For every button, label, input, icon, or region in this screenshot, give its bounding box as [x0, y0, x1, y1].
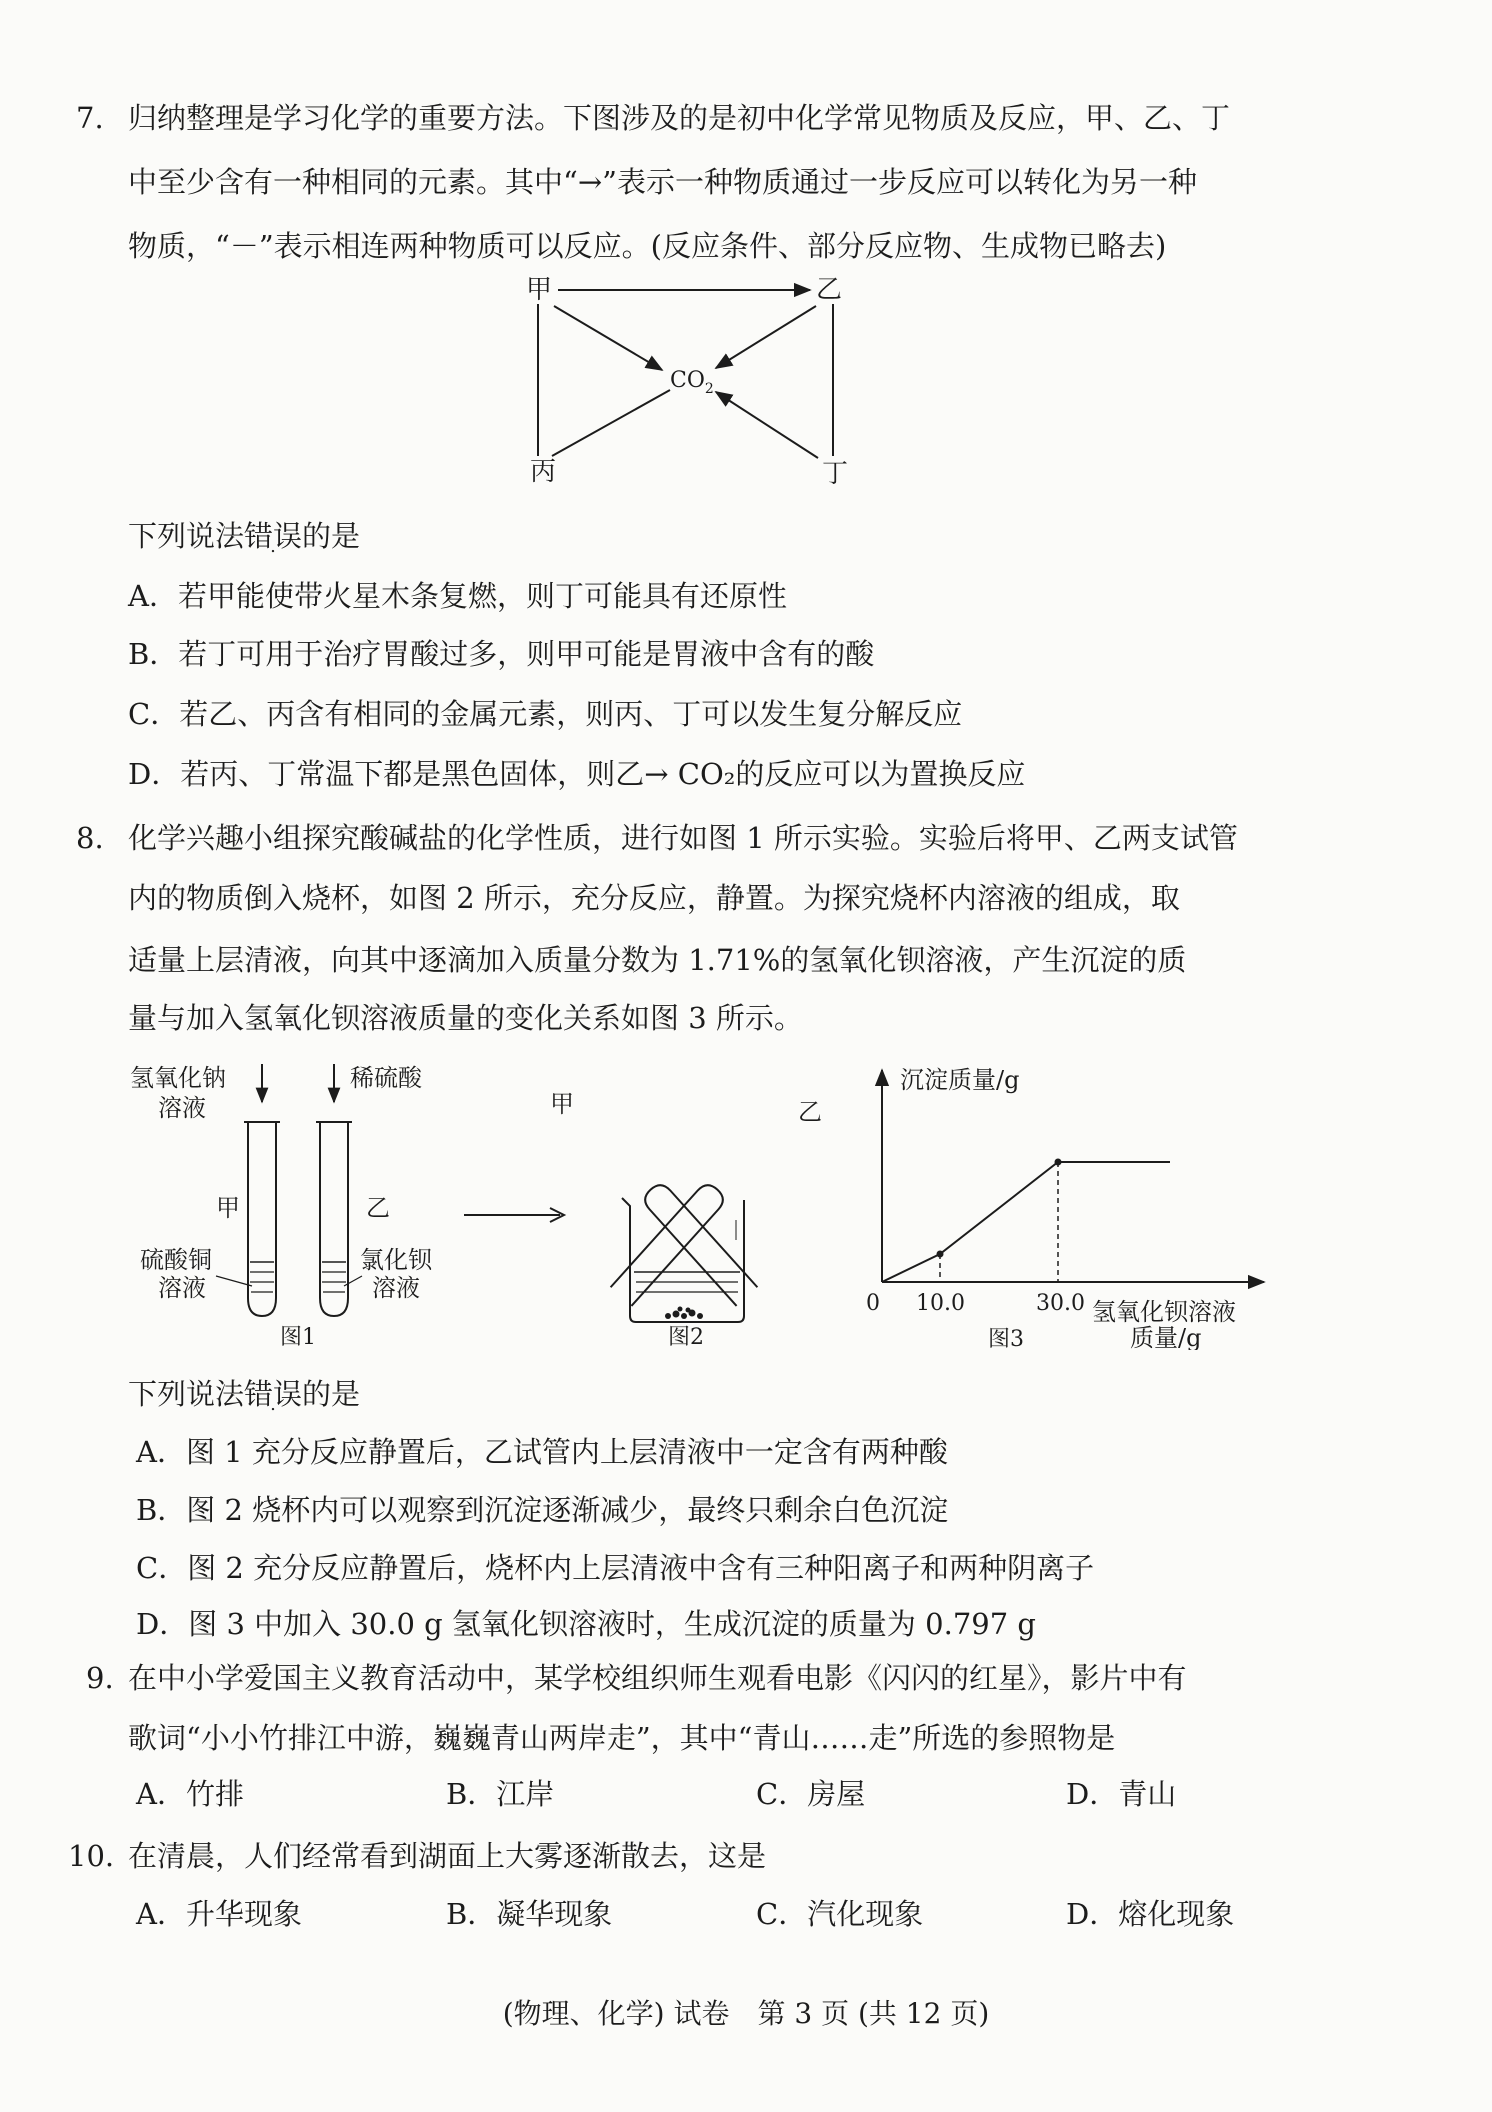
x-tick-10: 10.0 — [916, 1291, 965, 1316]
node-jia: 甲 — [526, 275, 553, 305]
label-bacl2: 氯化钡 — [360, 1246, 432, 1274]
question-prompt: 下列说法错误的是 — [128, 519, 361, 553]
question-text-line: 中至少含有一种相同的元素。其中“→”表示一种物质通过一步反应可以转化为另一种 — [128, 165, 1197, 199]
question-number: 9. — [86, 1661, 114, 1695]
node-ding: 丁 — [822, 459, 849, 489]
beaker — [622, 1198, 744, 1322]
question-prompt: 下列说法错误的是 — [128, 1377, 361, 1411]
question-text-line: 物质，“－”表示相连两种物质可以反应。(反应条件、部分反应物、生成物已略去) — [128, 229, 1167, 263]
arrow-ding-to-co2 — [716, 392, 818, 458]
option-c: C．汽化现象 — [756, 1897, 924, 1931]
emphasis-word: 错误 — [244, 519, 303, 553]
question-text-line: 歌词“小小竹排江中游，巍巍青山两岸走”，其中“青山……走”所选的参照物是 — [128, 1721, 1116, 1755]
node-yi: 乙 — [816, 275, 843, 305]
label-naoh-2: 溶液 — [158, 1094, 206, 1122]
option-d: D．图 3 中加入 30.0 g 氢氧化钡溶液时，生成沉淀的质量为 0.797 g — [136, 1607, 1036, 1641]
question-text-line: 在清晨，人们经常看到湖面上大雾逐渐散去，这是 — [128, 1839, 767, 1873]
option-d: D．青山 — [1066, 1777, 1177, 1811]
option-c: C．若乙、丙含有相同的金属元素，则丙、丁可以发生复分解反应 — [128, 697, 963, 731]
tube-label-jia: 甲 — [216, 1194, 240, 1222]
tube-label-yi: 乙 — [366, 1194, 390, 1222]
page-footer: (物理、化学) 试卷 第 3 页 (共 12 页) — [502, 1997, 990, 2030]
question-text-line: 化学兴趣小组探究酸碱盐的化学性质，进行如图 1 所示实验。实验后将甲、乙两支试管 — [128, 821, 1238, 855]
test-tube-yi — [320, 1122, 348, 1316]
option-b: B．凝华现象 — [446, 1897, 613, 1931]
question-text-line: 内的物质倒入烧杯，如图 2 所示，充分反应，静置。为探究烧杯内溶液的组成，取 — [128, 881, 1180, 915]
x-tick-30: 30.0 — [1036, 1291, 1085, 1316]
figure-caption: 图2 — [668, 1325, 704, 1350]
link-bing-co2 — [552, 390, 670, 456]
question-text-line: 在中小学爱国主义教育活动中，某学校组织师生观看电影《闪闪的红星》，影片中有 — [128, 1661, 1187, 1695]
figure-2-beaker — [540, 1050, 830, 1350]
tube-label-jia: 甲 — [550, 1090, 574, 1118]
precipitate — [665, 1307, 703, 1320]
node-co2: $CO_2$ — [670, 368, 714, 397]
figure-3-graph — [860, 1050, 1280, 1350]
option-a: A．升华现象 — [136, 1897, 302, 1931]
label-dilute-h2so4: 稀硫酸 — [350, 1064, 422, 1092]
y-axis-label: 沉淀质量/g — [900, 1066, 1020, 1094]
option-b: B．图 2 烧杯内可以观察到沉淀逐渐减少，最终只剩余白色沉淀 — [136, 1493, 949, 1527]
question-text-line: 适量上层清液，向其中逐滴加入质量分数为 1.71%的氢氧化钡溶液，产生沉淀的质 — [128, 943, 1187, 977]
x-axis-label-2: 质量/g — [1130, 1324, 1202, 1350]
label-cuso4-2: 溶液 — [158, 1274, 206, 1302]
x-axis-label: 氢氧化钡溶液 — [1092, 1298, 1236, 1326]
option-c: C．图 2 充分反应静置后，烧杯内上层清液中含有三种阳离子和两种阴离子 — [136, 1551, 1095, 1585]
option-a: A．若甲能使带火星木条复燃，则丁可能具有还原性 — [128, 579, 787, 613]
option-d: D．熔化现象 — [1066, 1897, 1235, 1931]
question-number: 7. — [76, 101, 104, 135]
label-naoh: 氢氧化钠 — [130, 1064, 226, 1092]
figure-caption: 图3 — [988, 1327, 1024, 1350]
option-b: B．江岸 — [446, 1777, 555, 1811]
label-cuso4: 硫酸铜 — [140, 1246, 212, 1274]
arrow-yi-to-co2 — [716, 306, 816, 368]
question-number: 10. — [68, 1839, 115, 1873]
option-b: B．若丁可用于治疗胃酸过多，则甲可能是胃液中含有的酸 — [128, 637, 875, 671]
question-number: 8. — [76, 821, 104, 855]
node-bing: 丙 — [530, 457, 557, 487]
figure-1-test-tubes — [120, 1050, 480, 1350]
option-d: D．若丙、丁常温下都是黑色固体，则乙→ CO₂的反应可以为置换反应 — [128, 757, 1026, 791]
question-text-line: 量与加入氢氧化钡溶液质量的变化关系如图 3 所示。 — [128, 1001, 803, 1035]
test-tube-jia — [248, 1122, 276, 1316]
emphasis-word: 错误 — [244, 1377, 303, 1411]
option-a: A．竹排 — [136, 1777, 244, 1811]
arrow-jia-to-co2 — [554, 306, 662, 370]
curve — [882, 1162, 1170, 1282]
question-text-line: 归纳整理是学习化学的重要方法。下图涉及的是初中化学常见物质及反应，甲、乙、丁 — [128, 101, 1231, 135]
tube-label-yi: 乙 — [798, 1098, 822, 1126]
option-c: C．房屋 — [756, 1777, 866, 1811]
origin-label: 0 — [866, 1291, 880, 1316]
label-bacl2-2: 溶液 — [372, 1274, 420, 1302]
option-a: A．图 1 充分反应静置后，乙试管内上层清液中一定含有两种酸 — [136, 1435, 948, 1469]
figure-caption: 图1 — [280, 1325, 316, 1350]
reaction-network-diagram — [520, 272, 850, 502]
